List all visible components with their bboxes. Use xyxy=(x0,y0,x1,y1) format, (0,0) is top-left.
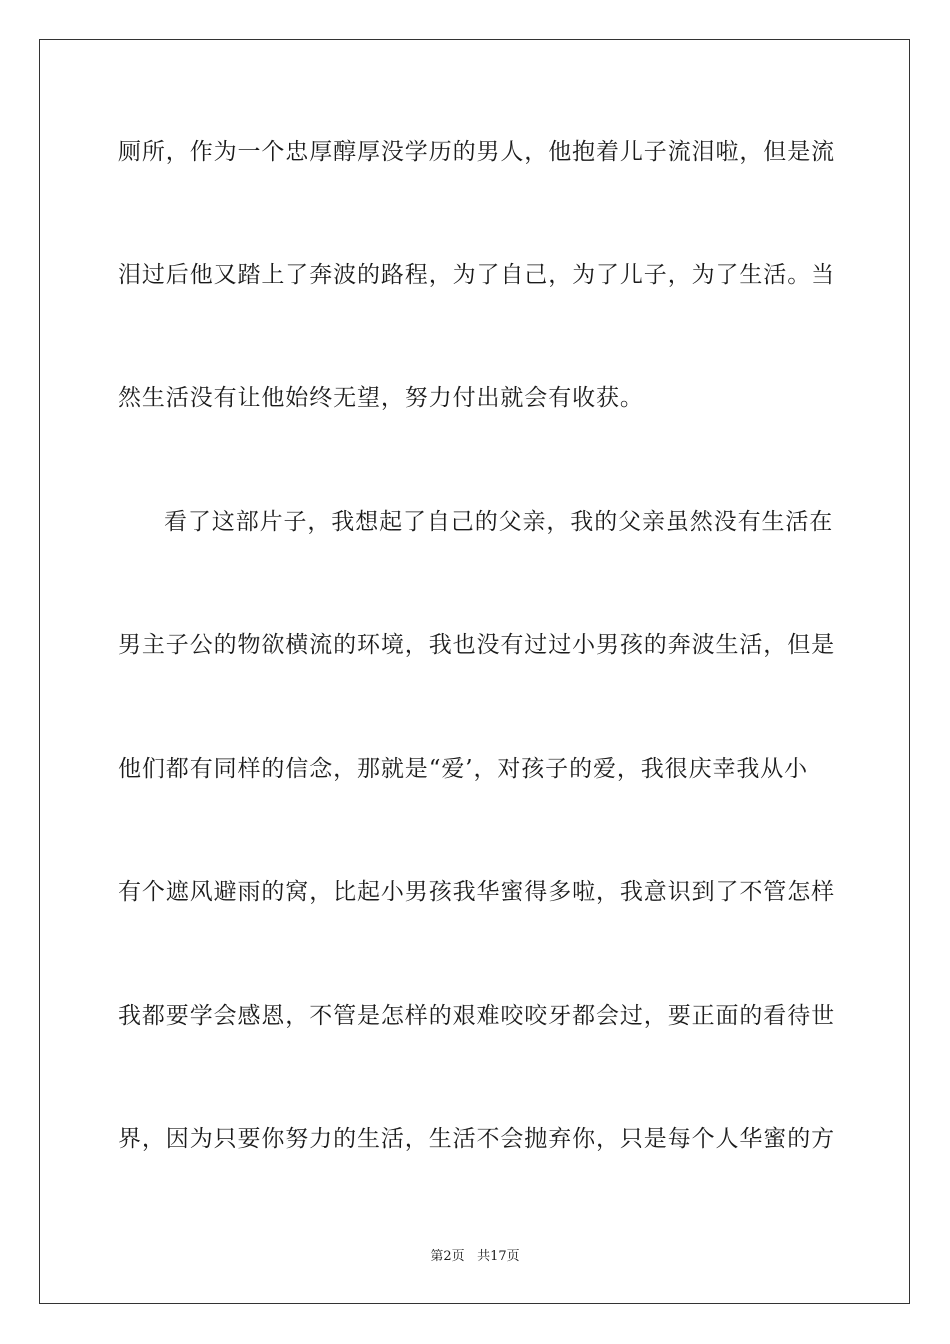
body-text-line-9: 界，因为只要你努力的生活，生活不会抛弃你，只是每个人华蜜的方 xyxy=(118,1126,835,1152)
page-number: 第2页 xyxy=(430,1249,465,1264)
body-text-line-4-paragraph-start: 看了这部片子，我想起了自己的父亲，我的父亲虽然没有生活在 xyxy=(164,509,834,535)
body-text-line-1: 厕所，作为一个忠厚醇厚没学历的男人，他抱着儿子流泪啦，但是流 xyxy=(118,139,835,165)
body-text-line-8: 我都要学会感恩，不管是怎样的艰难咬咬牙都会过，要正面的看待世 xyxy=(118,1003,835,1029)
body-text-line-6: 他们都有同样的信念，那就是“爱’，对孩子的爱，我很庆幸我从小 xyxy=(118,756,809,782)
page-border xyxy=(39,39,910,1304)
body-text-line-5: 男主子公的物欲横流的环境，我也没有过过小男孩的奔波生活，但是 xyxy=(118,632,835,658)
body-text-line-2: 泪过后他又踏上了奔波的路程，为了自己，为了儿子，为了生活。当 xyxy=(118,262,835,288)
page-total: 共17页 xyxy=(477,1249,520,1264)
page-footer xyxy=(0,1249,950,1265)
body-text-line-3: 然生活没有让他始终无望，努力付出就会有收获。 xyxy=(118,385,644,411)
body-text-line-7: 有个遮风避雨的窝，比起小男孩我华蜜得多啦，我意识到了不管怎样 xyxy=(118,879,835,905)
